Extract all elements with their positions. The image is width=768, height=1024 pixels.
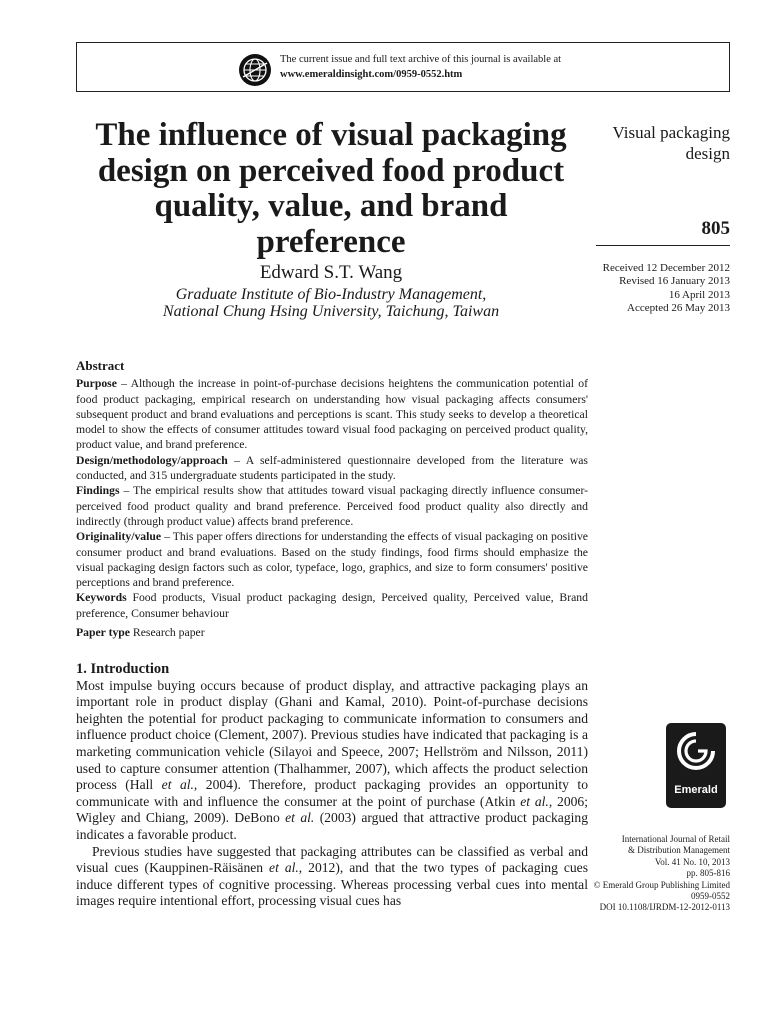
originality-label: Originality/value — [76, 530, 162, 544]
globe-icon — [238, 53, 272, 87]
emerald-logo-text: Emerald — [674, 784, 718, 796]
abstract-purpose — [76, 376, 588, 452]
text-run: Previous studies have suggested that packaging attributes can be classified as verbal and visual cues (Kauppinen-Räisänen — [76, 843, 588, 876]
journal-name-1: International Journal of Retail — [621, 834, 730, 844]
purpose-label: Purpose — [76, 377, 117, 391]
abstract-findings — [76, 483, 588, 529]
author-name: Edward S.T. Wang — [259, 262, 403, 283]
introduction-section — [76, 661, 588, 910]
journal-citation — [550, 834, 730, 914]
journal-pages: pp. 805-816 — [686, 868, 730, 879]
journal-issn: 0959-0552 — [691, 891, 730, 902]
purpose-text: – Although the increase in point-of-purchase decisions heightens the communication potential of food product packaging, empirical research on understanding how visual packaging affects consumers' subsequent product and brand evaluations and perceptions is scant. This study seeks to develop a theoretical model to show the effects of consumer attitudes toward visual food packaging on perceived product quality, product value, and brand preference. — [76, 377, 588, 452]
journal-volume: Vol. 41 No. 10, 2013 — [654, 856, 730, 867]
abstract-design — [76, 453, 588, 484]
received-date: Received 12 December 2012 — [602, 262, 730, 274]
text-run: (2003) argued that attractive product packaging indicates a favorable product. — [76, 810, 588, 842]
et-al: et al. — [269, 860, 299, 876]
paper-type-label: Paper type — [76, 626, 130, 640]
originality-text: – This paper offers directions for understanding the effects of visual packaging on positive consumer product and brand evaluations. Based on the study findings, food firms should emphasize the visual packaging design factors such as color, typeface, logo, graphics, and size to form consumers' positive perceptions and brand preference. — [76, 530, 588, 590]
divider — [596, 245, 730, 246]
journal-name-2: & Distribution Management — [628, 845, 730, 856]
journal-copyright: © Emerald Group Publishing Limited — [593, 879, 730, 890]
text-run: , 2004). Therefore, product packaging provides an opportunity to communicate with and influence the consumer at the point of purchase (Atkin — [76, 777, 588, 809]
abstract-heading: Abstract — [76, 358, 125, 373]
intro-paragraph-2 — [76, 844, 588, 910]
accepted-date: Accepted 26 May 2013 — [627, 301, 730, 314]
availability-notice: The current issue and full text archive of this journal is available at — [280, 54, 562, 65]
keywords-label: Keywords — [76, 591, 127, 605]
journal-doi[interactable]: DOI 10.1108/IJRDM-12-2012-0113 — [599, 902, 730, 913]
page-number: 805 — [701, 218, 730, 239]
affiliation-line-2: National Chung Hsing University, Taichung, Taiwan — [162, 303, 500, 320]
running-title: Visual packaging design — [612, 123, 730, 163]
keywords-text: Food products, Visual product packaging design, Perceived quality, Perceived value, Brand preference, Consumer behaviour — [76, 591, 588, 620]
findings-label: Findings — [76, 484, 120, 498]
abstract-originality — [76, 529, 588, 590]
section-heading: 1. Introduction — [76, 661, 170, 677]
text-run: , 2012), and that the two types of packaging cues induce different types of cognitive processing. Whereas processing verbal cues into mental images require intentional effort, processing visual cues has — [76, 860, 588, 909]
paper-type-text: Research paper — [130, 626, 205, 640]
journal-availability-box — [76, 42, 730, 92]
design-label: Design/methodology/approach — [76, 453, 228, 467]
text-run: , 2006; Wigley and Chiang, 2009). DeBono — [76, 793, 588, 826]
abstract-keywords — [76, 590, 588, 621]
article-title: The influence of visual packaging design on perceived food product quality, value, and brand preference — [95, 117, 567, 260]
article-history — [603, 262, 730, 315]
intro-paragraph-1 — [76, 678, 588, 844]
et-al: et al. — [285, 810, 315, 826]
findings-text: – The empirical results show that attitudes toward visual packaging directly influence consumer-perceived food product quality and brand preference. Perceived food product quality also directly and indirectly (through product value) affects brand preference. — [76, 484, 588, 528]
emerald-swirl-icon — [676, 731, 716, 771]
revised-date: Revised 16 January 2013 — [619, 275, 730, 288]
affiliation-line-1: Graduate Institute of Bio-Industry Management, — [175, 286, 487, 303]
abstract — [76, 358, 588, 640]
emerald-logo — [666, 723, 726, 808]
revised-date-2: 16 April 2013 — [668, 288, 730, 301]
abstract-paper-type — [76, 625, 588, 640]
et-al: et al. — [161, 777, 194, 793]
et-al: et al. — [520, 793, 549, 809]
journal-url-link[interactable]: www.emeraldinsight.com/0959-0552.htm — [280, 69, 463, 80]
text-run: Most impulse buying occurs because of product display, and attractive packaging plays an important role in product display (Ghani and Kamal, 2010). Point-of-purchase decisions heighten the potential for product packaging to communicate information to consumers and influence product choice (Clement, 2007). Previous studies have indicated that packaging is a marketing communication vehicle (Silayoi and Speece, 2007; Hellström and Nilsson, 2011) used to capture consumer attention (Thalhammer, 2007), which affects the product selection process (Hall — [76, 677, 588, 793]
design-text: – A self-administered questionnaire developed from the literature was conducted, and 315 undergraduate students participated in the study. — [76, 453, 588, 483]
